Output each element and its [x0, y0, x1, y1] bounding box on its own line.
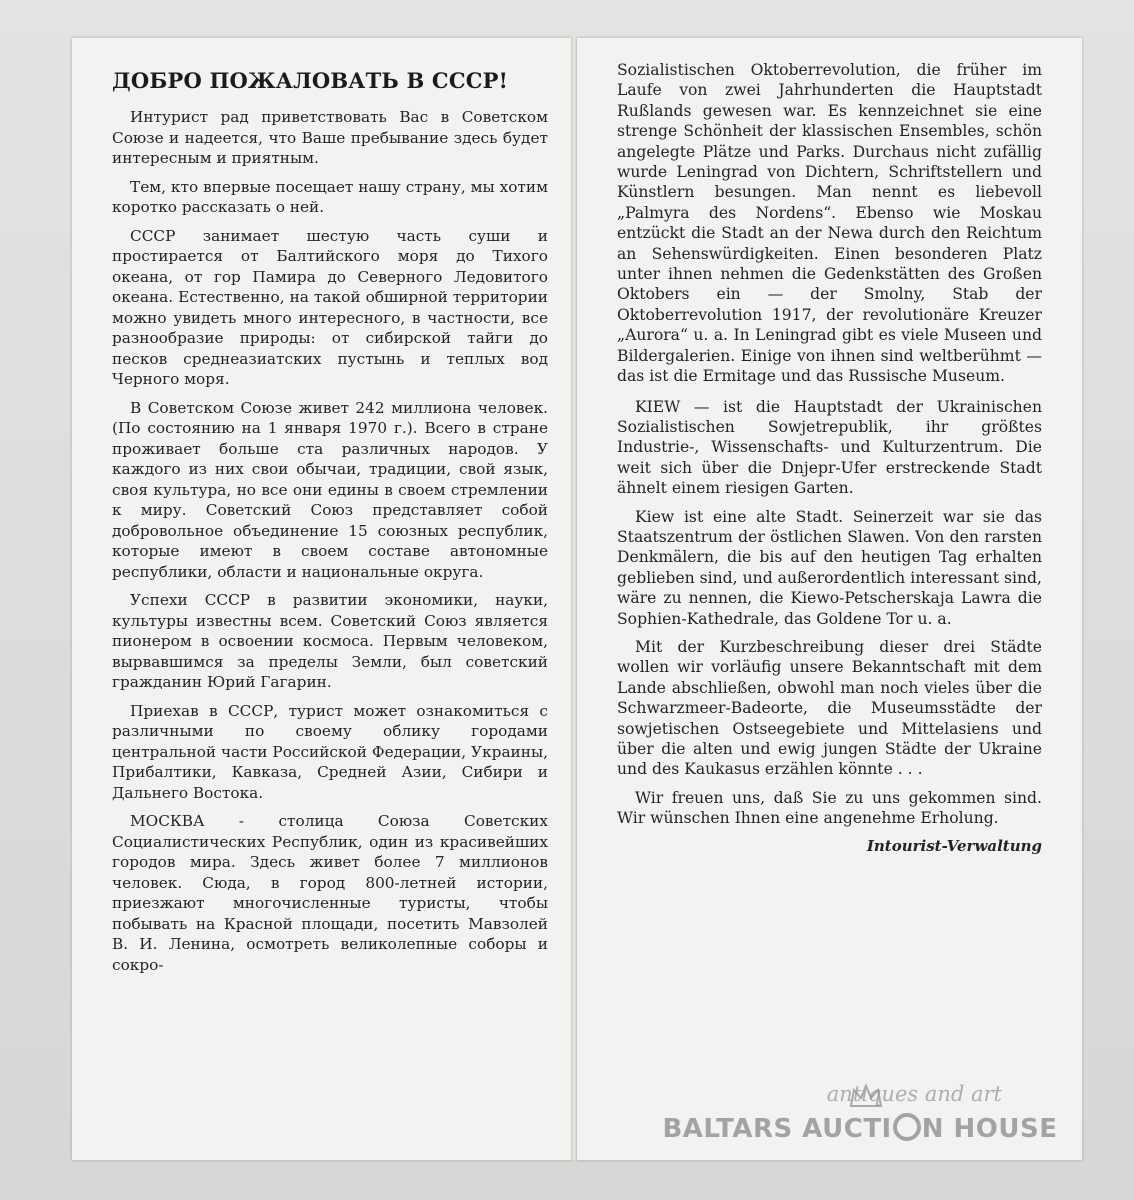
paragraph-kiew-history: Kiew ist eine alte Stadt. Seinerzeit war sie das Staatszentrum der östlichen Slawen. Von den rarsten Denkmälern, die bis auf den heutigen Tag erhalten geblieben sind, und außerordentlich interessant sind, wäre zu nennen, die Kiewo-Petscherskaja Lawra die Sophien-Kathedrale, das Goldene Tor u. a. — [617, 507, 1042, 628]
paragraph-cities: Приехав в СССР, турист может ознакомиться с различными по своему облику городами центральной части Российской Федерации, Украины, Прибалтики, Кавказа, Средней Азии, Сибири и Дальнего Востока. — [112, 701, 548, 802]
paragraph-welcome: Интурист рад приветствовать Вас в Советском Союзе и надеется, что Ваше пребывание здесь будет интересным и приятным. — [112, 108, 548, 167]
watermark-brand-left: BALTARS AUCTI — [662, 1114, 892, 1144]
paragraph-kiew: KIEW — ist die Hauptstadt der Ukrainischen Sozialistischen Sowjetrepublik, ihr größtes Industrie-, Wissenschafts- und Kulturzentrum. Die weit sich über die Dnjepr-Ufer erstreckende Stadt ähnelt einem riesigen Garten. — [617, 397, 1042, 498]
paragraph-leningrad: Sozialistischen Oktoberrevolution, die früher im Laufe von zwei Jahrhunderten die Hauptstadt Rußlands gewesen war. Es kennzeichnet sie eine strenge Schönheit der klassischen Ensembles, schön angelegte Plätze und Parks. Durchaus nicht zufällig wurde Leningrad von Dichtern, Schriftstellern und Künstlern besungen. Man nennt es liebevoll „Palmyra des Nordens“. Ebenso wie Moskau entzückt die Stadt an der Newa durch den Reichtum an Sehenswürdigkeiten. Einen besonderen Platz unter ihnen nehmen die Gedenkstätten des Großen Oktobers ein — der Smolny, Stab der Oktoberrevolution 1917, der revolutionäre Kreuzer „Aurora“ u. a. In Leningrad gibt es viele Museen und Bildergalerien. Einige von ihnen sind weltberühmt — das ist die Ermitage und das Russische Museum. — [617, 61, 1042, 386]
left-page — [72, 38, 572, 1160]
right-page — [577, 38, 1082, 1160]
paragraph-achievements: Успехи СССР в развитии экономики, науки, культуры известны всем. Советский Союз является пионером в освоении космоса. Первым человеком, вырвавшимся за пределы Земли, был советский гражданин Юрий Гагарин. — [112, 591, 548, 691]
paragraph-closing: Mit der Kurzbeschreibung dieser drei Städte wollen wir vorläufig unsere Bekanntschaft mit dem Lande abschließen, obwohl man noch vieles über die Schwarzmeer-Badeorte, die Museumsstädte der sowjetischen Ostseegebiete und Mittelasiens und über die alten und ewig jungen Städte der Ukraine und des Kaukasus erzählen könnte . . . — [617, 637, 1042, 779]
watermark-brand-right: N HOUSE — [921, 1114, 1058, 1144]
paragraph-moscow: МОСКВА - столица Союза Советских Социалистических Республик, один из красивейших городов мира. Здесь живет более 7 миллионов человек. Сюда, в город 800-летней истории, приезжают многочисленные туристы, чтобы побывать на Красной площади, посетить Мавзолей В. И. Ленина, осмотреть великолепные соборы и сокро- — [112, 812, 548, 974]
paragraph-intro: Тем, кто впервые посещает нашу страну, мы хотим коротко рассказать о ней. — [112, 177, 548, 216]
watermark-tagline: antiques and art — [826, 1082, 1002, 1106]
paragraph-geography: СССР занимает шестую часть суши и простирается от Балтийского моря до Тихого океана, от гор Памира до Северного Ледовитого океана. Естественно, на такой обширной территории можно увидеть много интересного, в частности, все разнообразие природы: от сибирской тайги до песков среднеазиатских пустынь и теплых вод Черного моря. — [112, 226, 548, 388]
page-title: ДОБРО ПОЖАЛОВАТЬ В СССР! — [112, 68, 509, 93]
signature: Intourist-Verwaltung — [866, 836, 1042, 855]
paragraph-greeting: Wir freuen uns, daß Sie zu uns gekommen sind. Wir wünschen Ihnen eine angenehme Erholung. — [617, 788, 1042, 828]
paragraph-population: В Советском Союзе живет 242 миллиона человек. (По состоянию на 1 января 1970 г.). Всего в стране проживает больше ста различных народов. У каждого из них свои обычаи, традиции, свой язык, своя культура, но все они едины в своем стремлении к миру. Советский Союз представляет собой добровольное объединение 15 союзных республик, которые имеют в своем составе автономные республики, области и национальные округа. — [112, 398, 548, 581]
